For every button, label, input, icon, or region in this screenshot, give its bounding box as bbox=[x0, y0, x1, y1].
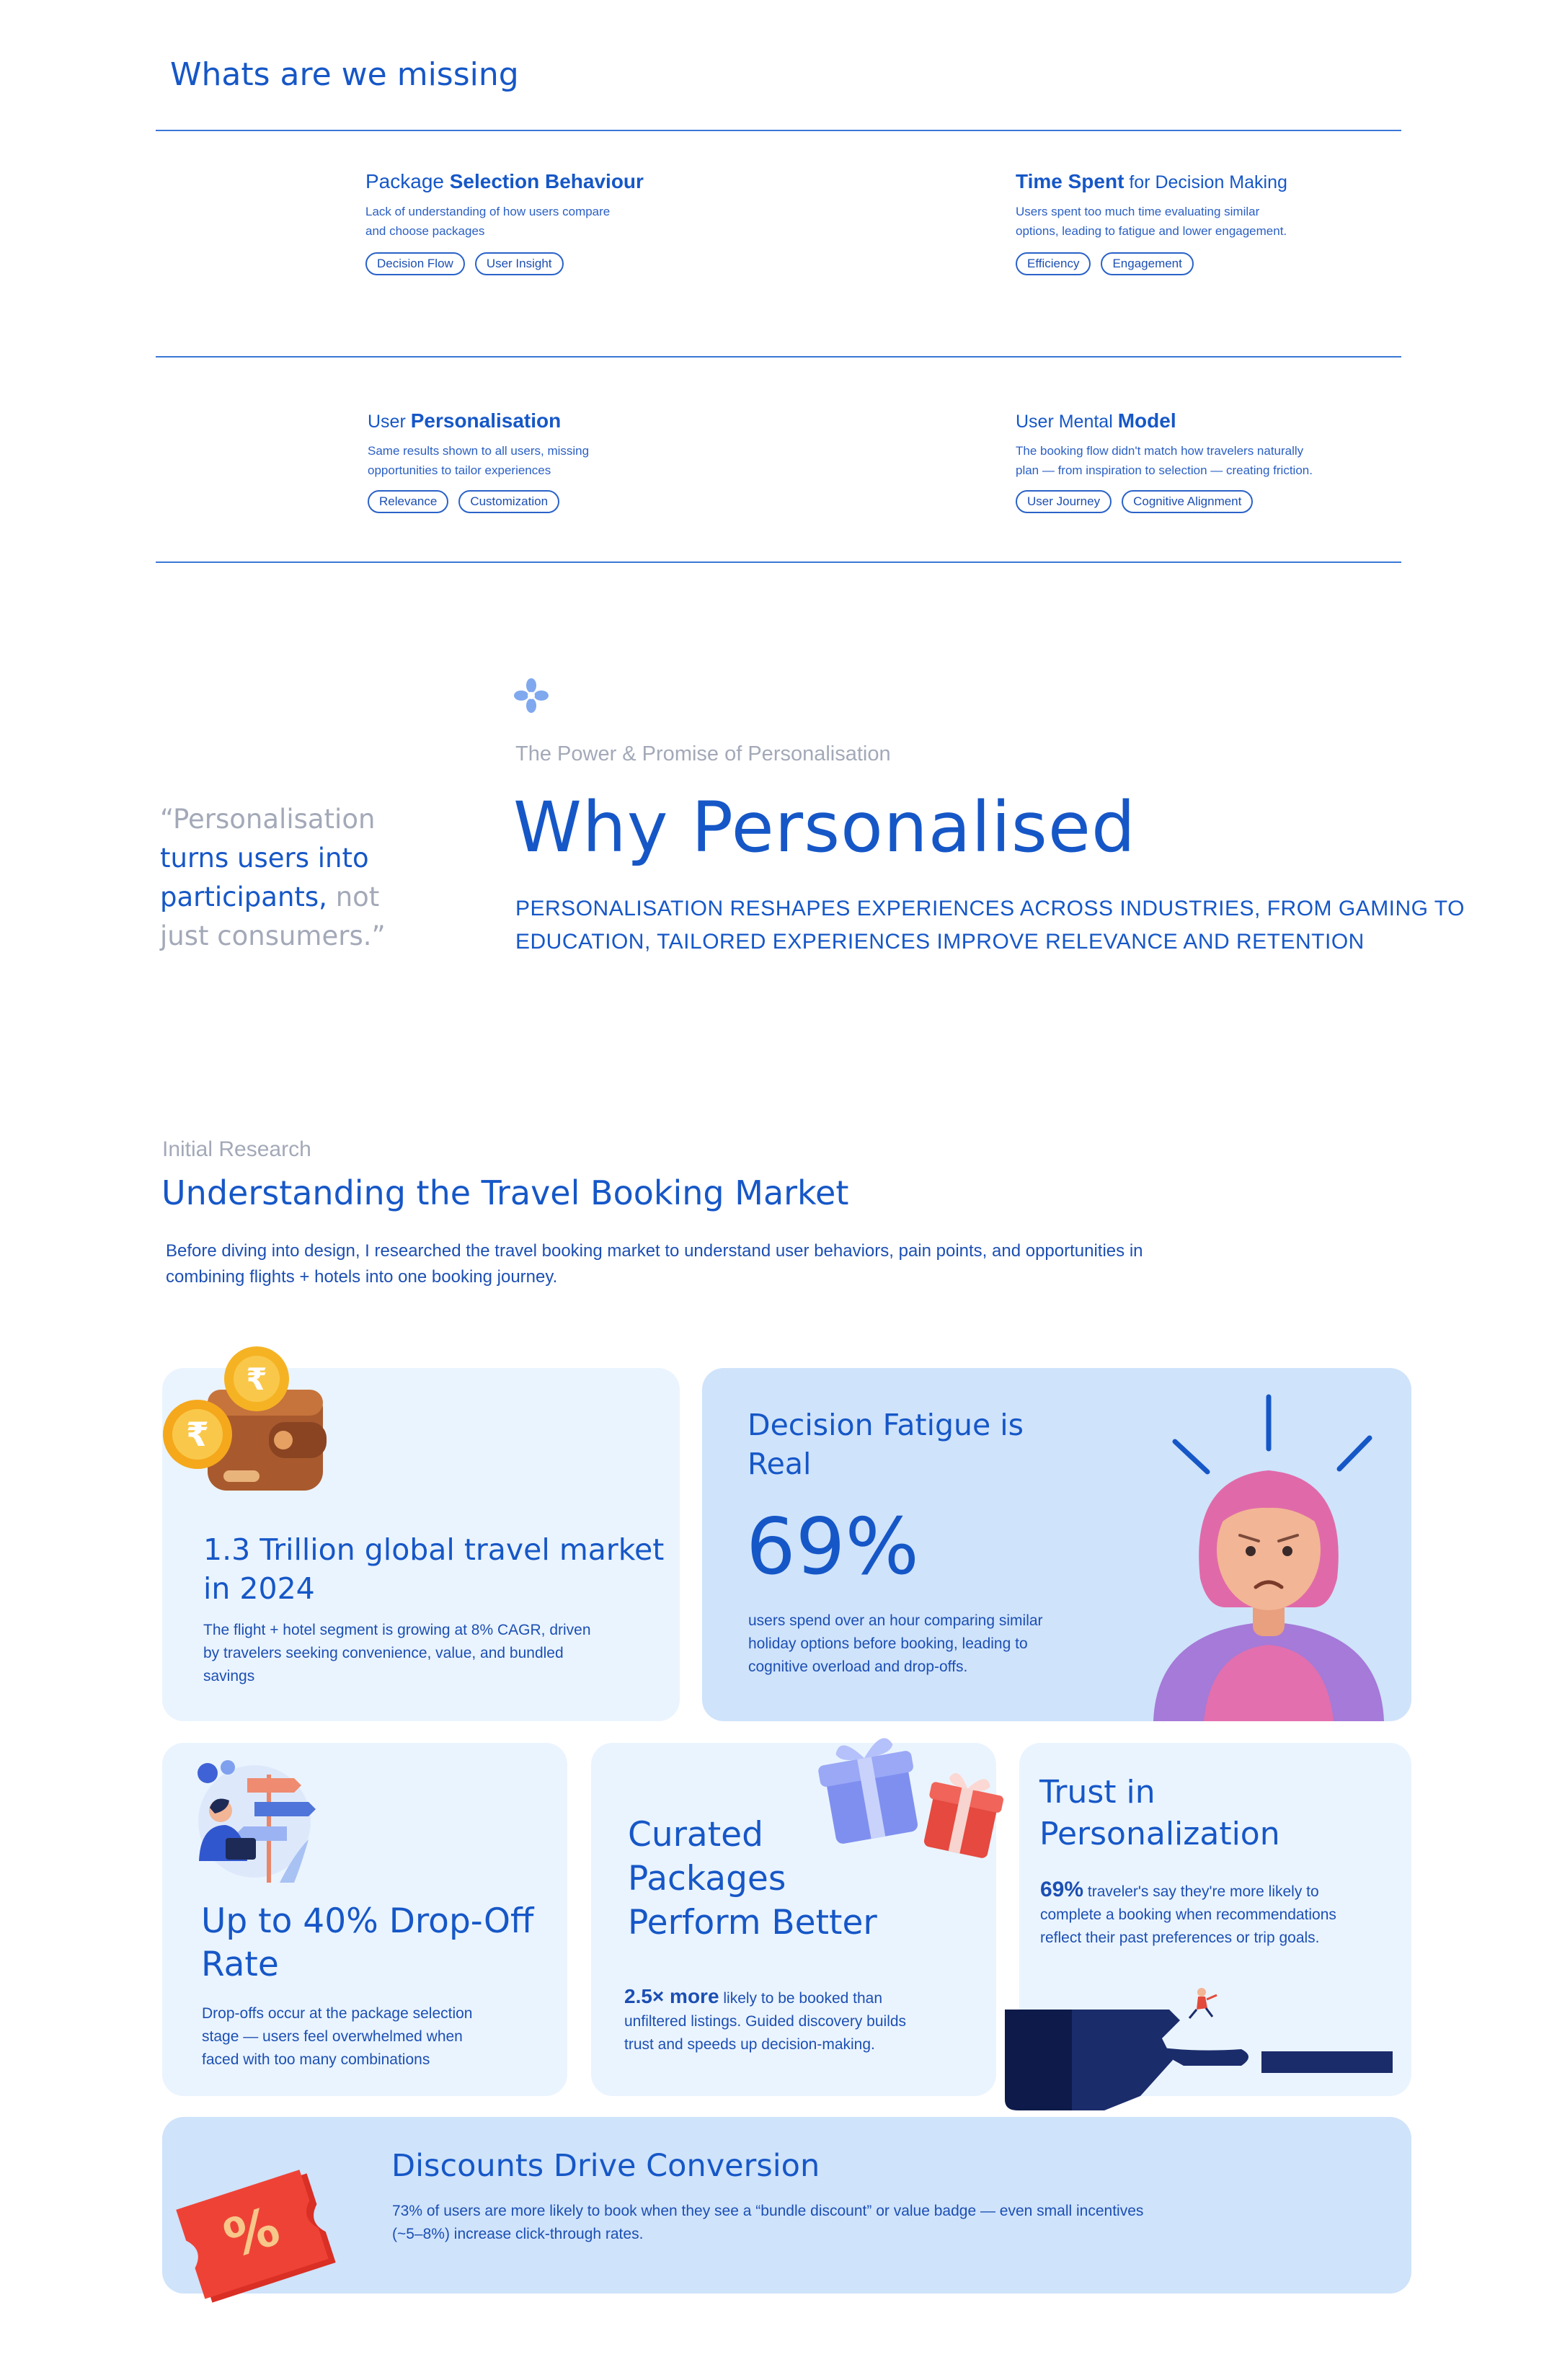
why-body: PERSONALISATION RESHAPES EXPERIENCES ACROSS INDUSTRIES, FROM GAMING TO EDUCATION, TAILORED EXPERIENCES IMPROVE RELEVANCE AND RETENTION bbox=[515, 897, 1465, 954]
issue-description: The booking flow didn't match how travelers naturally plan — from inspiration to selection — creating friction. bbox=[1016, 444, 1313, 477]
why-title: Why Personalised bbox=[513, 787, 1136, 868]
missing-heading: Whats are we missing bbox=[170, 56, 519, 93]
research-title: Understanding the Travel Booking Market bbox=[161, 1173, 849, 1212]
issue-title: Time Spent for Decision Making bbox=[1016, 170, 1287, 192]
issue-personalisation bbox=[368, 409, 728, 513]
rupee-glyph: ₹ bbox=[246, 1362, 267, 1397]
card-fatigue-title: Decision Fatigue is Real bbox=[748, 1408, 1024, 1481]
card-fatigue-stat: 69% bbox=[746, 1502, 920, 1592]
tag-efficiency: Efficiency bbox=[1016, 252, 1091, 275]
sparkle-icon bbox=[513, 678, 549, 714]
card-trust-text: 69% traveler's say they're more likely to complete a booking when recommendations reflect their past preferences or trip goals. bbox=[1040, 1878, 1336, 1946]
tag-decision-flow: Decision Flow bbox=[365, 252, 465, 275]
tag-engagement: Engagement bbox=[1101, 252, 1193, 275]
discount-ticket-icon bbox=[173, 2155, 346, 2321]
tag-relevance: Relevance bbox=[368, 490, 448, 513]
divider bbox=[156, 561, 1401, 563]
card-trust-title: Trust in Personalization bbox=[1039, 1774, 1280, 1852]
issue-title: User Mental Model bbox=[1016, 409, 1176, 432]
rupee-glyph: ₹ bbox=[185, 1415, 210, 1454]
issue-mental-model bbox=[1016, 409, 1405, 513]
why-eyebrow: The Power & Promise of Personalisation bbox=[515, 742, 891, 765]
card-dropoff-text: Drop-offs occur at the package selection stage — users feel overwhelmed when faced with too many combinations bbox=[202, 2005, 473, 2068]
issue-description: Users spent too much time evaluating similar options, leading to fatigue and lower engagement. bbox=[1016, 205, 1287, 238]
cliff-jump-illustration bbox=[1003, 1981, 1400, 2110]
tag-customization: Customization bbox=[458, 490, 559, 513]
card-curated-text: 2.5× more likely to be booked than unfiltered listings. Guided discovery builds trust and speeds up decision-making. bbox=[624, 1985, 907, 2053]
card-market-text: The flight + hotel segment is growing at 8% CAGR, driven by travelers seeking convenience, value, and bundled savings bbox=[203, 1622, 591, 1684]
tag-cognitive-alignment: Cognitive Alignment bbox=[1122, 490, 1253, 513]
tag-user-insight: User Insight bbox=[475, 252, 564, 275]
divider bbox=[156, 356, 1401, 358]
issue-time-spent bbox=[1016, 170, 1390, 275]
worried-person-illustration bbox=[1146, 1391, 1391, 1721]
issue-description: Same results shown to all users, missing opportunities to tailor experiences bbox=[368, 444, 590, 477]
tag-user-journey: User Journey bbox=[1016, 490, 1112, 513]
card-market-title: 1.3 Trillion global travel market in 2024 bbox=[203, 1532, 665, 1606]
issue-description: Lack of understanding of how users compare and choose packages bbox=[365, 205, 611, 238]
card-curated-title: Curated Packages Perform Better bbox=[628, 1815, 877, 1942]
wallet-coins-icon bbox=[157, 1339, 337, 1512]
quote: “Personalisation turns users into participants, not just consumers.” bbox=[160, 804, 386, 951]
issue-title: User Personalisation bbox=[368, 409, 562, 432]
card-fatigue-text: users spend over an hour comparing similar holiday options before booking, leading to cognitive overload and drop-offs. bbox=[748, 1612, 1043, 1675]
person-signpost-illustration bbox=[186, 1753, 323, 1886]
card-discount-title: Discounts Drive Conversion bbox=[391, 2148, 820, 2184]
issue-package-selection bbox=[365, 170, 726, 275]
card-discount-text: 73% of users are more likely to book when they see a “bundle discount” or value badge — even small incentives (~5–8%) increase click-through rates. bbox=[392, 2203, 1144, 2242]
divider bbox=[156, 130, 1401, 131]
card-dropoff-title: Up to 40% Drop-Off Rate bbox=[201, 1901, 534, 1984]
percent-glyph: % bbox=[216, 2195, 287, 2271]
issue-title: Package Selection Behaviour bbox=[365, 170, 644, 192]
research-intro: Before diving into design, I researched the travel booking market to understand user behaviors, pain points, and opportunities in combining flights + hotels into one booking journey. bbox=[166, 1241, 1143, 1287]
research-eyebrow: Initial Research bbox=[162, 1137, 311, 1161]
